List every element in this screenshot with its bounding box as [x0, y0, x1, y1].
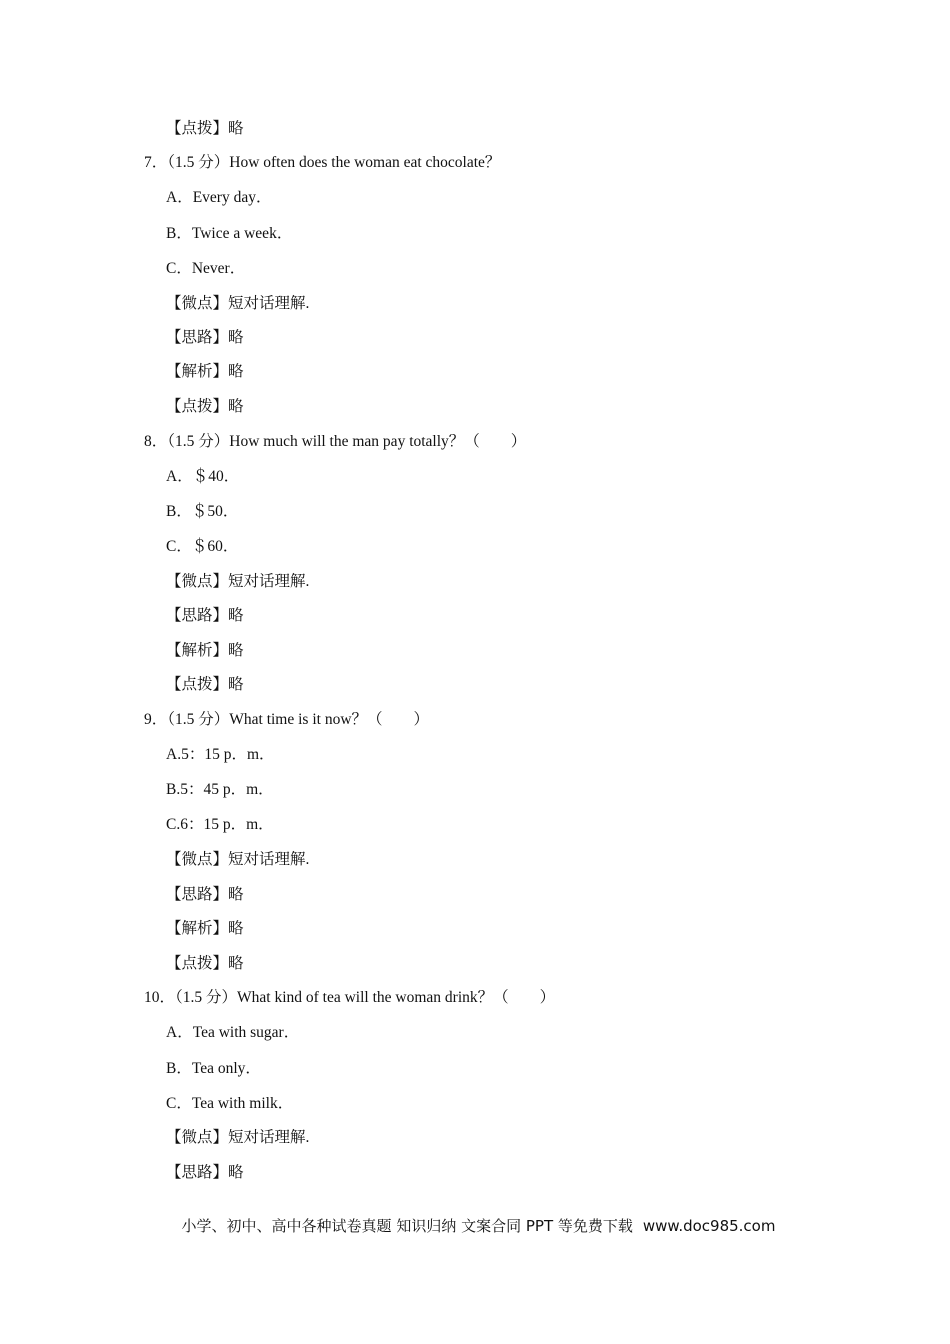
question-10-tag-idea: 【思路】略 — [166, 1164, 244, 1181]
question-8-option-b: B．＄50． — [166, 503, 239, 520]
question-7-tag-point: 【微点】短对话理解. — [166, 295, 310, 312]
question-9-stem: 9．（1.5 分）What time is it now？（ ） — [144, 711, 430, 728]
question-9-tag-idea: 【思路】略 — [166, 886, 244, 903]
question-10-stem: 10．（1.5 分）What kind of tea will the woman drink？（ ） — [144, 989, 556, 1006]
question-7-tag-analysis: 【解析】略 — [166, 363, 244, 380]
question-9-tag-hint: 【点拨】略 — [166, 955, 244, 972]
question-8-stem: 8．（1.5 分）How much will the man pay totally？（ ） — [144, 433, 527, 450]
question-9-tag-point: 【微点】短对话理解. — [166, 851, 310, 868]
question-7-option-a: A．Every day． — [166, 189, 272, 206]
footer-url[interactable]: www.doc985.com — [642, 1217, 776, 1235]
question-10-tag-point: 【微点】短对话理解. — [166, 1129, 310, 1146]
question-9-option-c: C.6：15 p．m． — [166, 816, 274, 833]
question-7-tag-idea: 【思路】略 — [166, 329, 244, 346]
question-9-option-b: B.5：45 p．m． — [166, 781, 274, 798]
question-10-option-b: B．Tea only． — [166, 1060, 261, 1077]
question-7-option-b: B．Twice a week． — [166, 225, 293, 242]
question-7-tag-hint: 【点拨】略 — [166, 398, 244, 415]
answer-tag-hint: 【点拨】略 — [166, 120, 244, 137]
question-9-option-a: A.5：15 p．m． — [166, 746, 275, 763]
question-7-option-c: C．Never． — [166, 260, 246, 277]
question-8-tag-idea: 【思路】略 — [166, 607, 244, 624]
question-7-stem: 7．（1.5 分）How often does the woman eat chocolate？ — [144, 154, 501, 171]
question-8-tag-point: 【微点】短对话理解. — [166, 573, 310, 590]
question-8-tag-analysis: 【解析】略 — [166, 642, 244, 659]
question-8-option-c: C．＄60． — [166, 538, 239, 555]
question-10-option-c: C．Tea with milk． — [166, 1095, 294, 1112]
question-10-option-a: A．Tea with sugar． — [166, 1024, 300, 1041]
question-8-tag-hint: 【点拨】略 — [166, 676, 244, 693]
page-footer — [172, 1196, 775, 1236]
question-9-tag-analysis: 【解析】略 — [166, 920, 244, 937]
footer-text: 小学、初中、高中各种试卷真题 知识归纳 文案合同 PPT 等免费下载 — [181, 1217, 633, 1235]
question-8-option-a: A．＄40． — [166, 468, 240, 485]
